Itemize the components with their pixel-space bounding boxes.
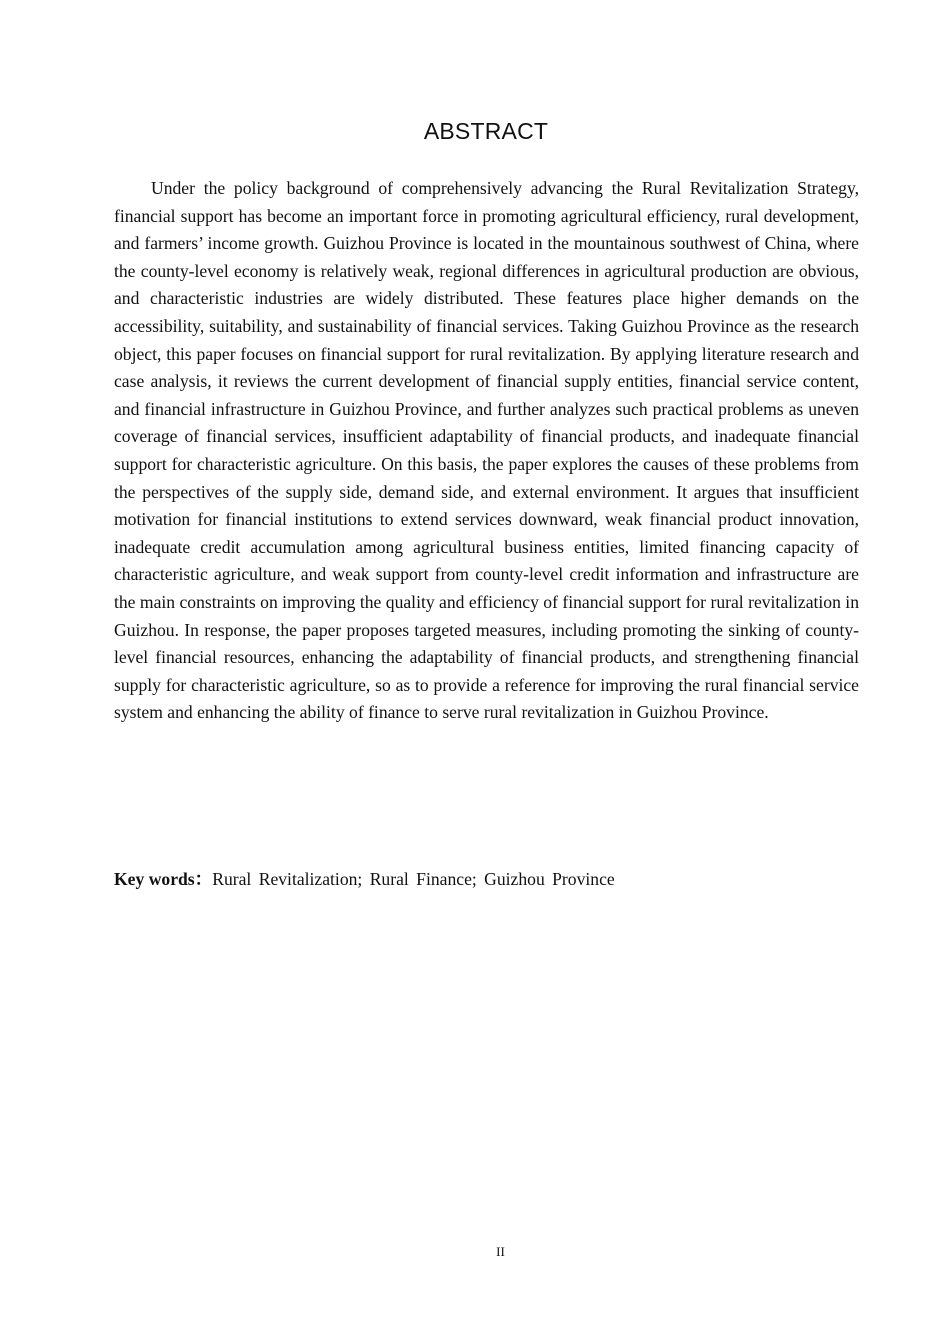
keywords-label: Key words： — [114, 869, 213, 889]
page-number: II — [496, 1244, 505, 1259]
abstract-paragraph: Under the policy background of comprehensively advancing the Rural Revitalization Strategy, financial support has become an important force in promoting agricultural efficiency, rural development, and farmers’ income growth. Guizhou Province is located in the mountainous southwest of China, where the county-level economy is relatively weak, regional differences in agricultural production are obvious, and characteristic industries are widely distributed. These features place higher demands on the accessibility, suitability, and sustainability of financial services. Taking Guizhou Province as the research object, this paper focuses on financial support for rural revitalization. By applying literature research and case analysis, it reviews the current development of financial supply entities, financial service content, and financial infrastructure in Guizhou Province, and further analyzes such practical problems as uneven coverage of financial services, insufficient adaptability of financial products, and inadequate financial support for characteristic agriculture. On this basis, the paper explores the causes of these problems from the perspectives of the supply side, demand side, and external environment. It argues that insufficient motivation for financial institutions to extend services downward, weak financial product innovation, inadequate credit accumulation among agricultural business entities, limited financing capacity of characteristic agriculture, and weak support from county-level credit information and infrastructure are the main constraints on improving the quality and efficiency of financial support for rural revitalization in Guizhou. In response, the paper proposes targeted measures, including promoting the sinking of county-level financial resources, enhancing the adaptability of financial products, and strengthening financial supply for characteristic agriculture, so as to provide a reference for improving the rural financial service system and enhancing the ability of finance to serve rural revitalization in Guizhou Province. — [114, 178, 859, 723]
keywords-line — [114, 866, 859, 894]
keywords-value: Rural Revitalization; Rural Finance; Guizhou Province — [212, 869, 615, 889]
abstract-title: ABSTRACT — [423, 118, 549, 144]
